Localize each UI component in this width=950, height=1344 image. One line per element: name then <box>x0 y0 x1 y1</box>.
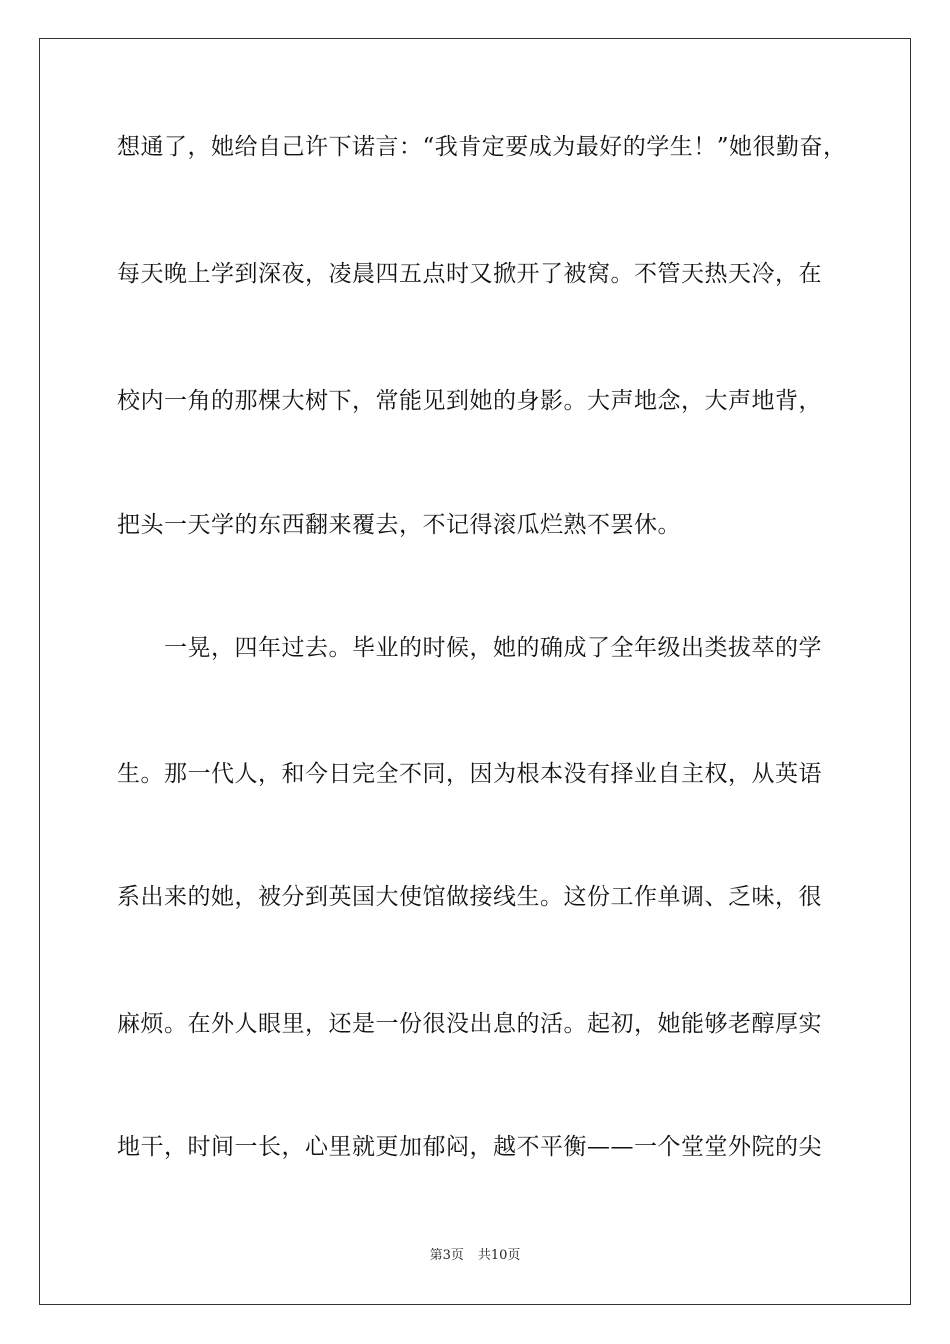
body-line-4: 把头一天学的东西翻来覆去，不记得滚瓜烂熟不罢休。 <box>117 512 681 538</box>
body-line-6: 生。那一代人，和今日完全不同，因为根本没有择业自主权，从英语 <box>117 761 822 787</box>
body-line-9: 地干，时间一长，心里就更加郁闷，越不平衡——一个堂堂外院的尖 <box>117 1134 822 1160</box>
body-line-1: 想通了，她给自己许下诺言：“我肯定要成为最好的学生！”她很勤奋， <box>117 134 847 160</box>
body-line-5: 一晃，四年过去。毕业的时候，她的确成了全年级出类拔萃的学 <box>117 635 822 661</box>
page-footer <box>0 1247 950 1265</box>
body-line-2: 每天晚上学到深夜，凌晨四五点时又掀开了被窝。不管天热天冷，在 <box>117 261 822 287</box>
page-total: 共10页 <box>477 1248 521 1263</box>
body-line-8: 麻烦。在外人眼里，还是一份很没出息的活。起初，她能够老醇厚实 <box>117 1011 822 1037</box>
body-line-7: 系出来的她，被分到英国大使馆做接线生。这份工作单调、乏味，很 <box>117 884 822 910</box>
body-line-3: 校内一角的那棵大树下，常能见到她的身影。大声地念，大声地背， <box>117 388 822 414</box>
page-number: 第3页 <box>429 1248 464 1263</box>
page-border <box>39 38 911 1305</box>
